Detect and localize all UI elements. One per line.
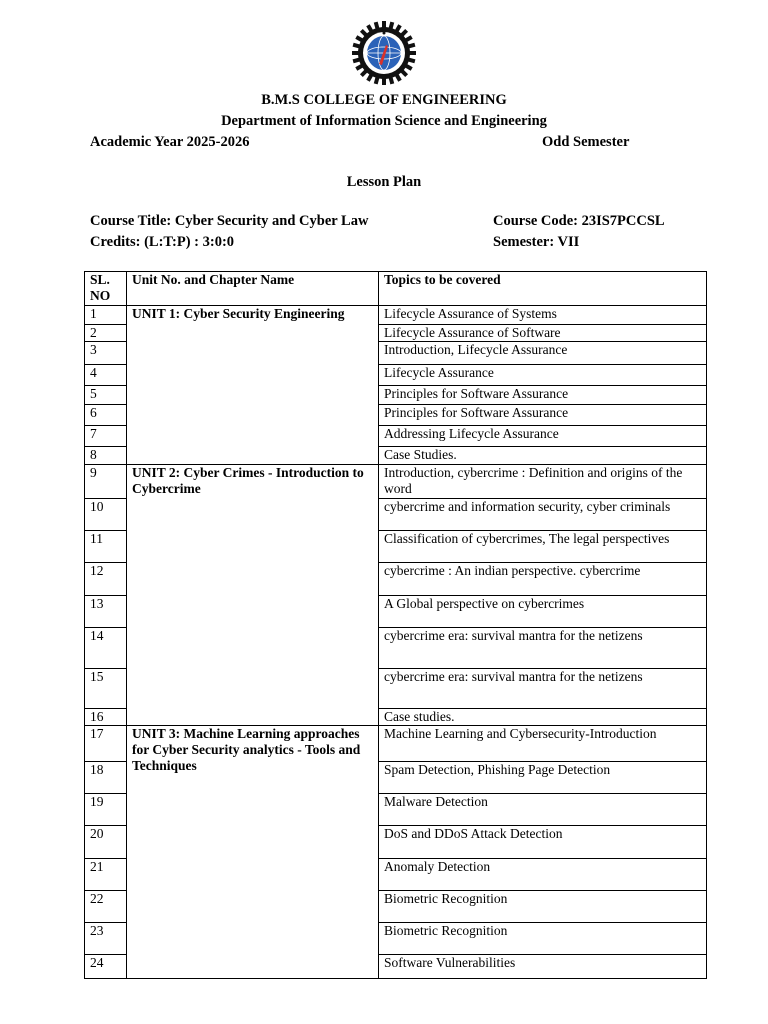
table-row (85, 465, 707, 499)
course-title: Course Title: Cyber Security and Cyber Law (90, 213, 369, 229)
row-sl: 17 (85, 726, 127, 762)
row-sl: 20 (85, 826, 127, 859)
row-sl: 16 (85, 709, 127, 726)
header-sl-no: SL. NO (85, 272, 127, 306)
row-sl: 21 (85, 859, 127, 891)
unit-3-name: UNIT 3: Machine Learning approaches for Cyber Security analytics - Tools and Techniques (127, 726, 379, 979)
row-topic: Introduction, Lifecycle Assurance (379, 342, 707, 365)
row-sl: 9 (85, 465, 127, 499)
row-sl: 19 (85, 794, 127, 826)
row-topic: Classification of cybercrimes, The legal perspectives (379, 531, 707, 563)
row-sl: 7 (85, 426, 127, 447)
document-title: Lesson Plan (346, 174, 422, 190)
row-sl: 11 (85, 531, 127, 563)
unit-2-name: UNIT 2: Cyber Crimes - Introduction to Cybercrime (127, 465, 379, 726)
row-sl: 24 (85, 955, 127, 979)
row-sl: 8 (85, 447, 127, 465)
unit-1-name: UNIT 1: Cyber Security Engineering (127, 306, 379, 465)
row-sl: 22 (85, 891, 127, 923)
row-sl: 3 (85, 342, 127, 365)
row-topic: Anomaly Detection (379, 859, 707, 891)
row-topic: Addressing Lifecycle Assurance (379, 426, 707, 447)
gear-icon (352, 21, 416, 85)
row-topic: Case Studies. (379, 447, 707, 465)
course-code: Course Code: 23IS7PCCSL (493, 213, 665, 229)
course-credits: Credits: (L:T:P) : 3:0:0 (90, 234, 235, 250)
row-sl: 10 (85, 499, 127, 531)
row-sl: 4 (85, 365, 127, 386)
row-sl: 12 (85, 563, 127, 596)
academic-year: Academic Year 2025-2026 (90, 134, 250, 150)
table-header-row (85, 272, 707, 306)
row-topic: Principles for Software Assurance (379, 386, 707, 405)
header-unit: Unit No. and Chapter Name (127, 272, 379, 306)
row-sl: 13 (85, 596, 127, 628)
lesson-plan-table (84, 271, 707, 979)
row-topic: Case studies. (379, 709, 707, 726)
row-topic: Principles for Software Assurance (379, 405, 707, 426)
row-sl: 1 (85, 306, 127, 325)
row-topic: Malware Detection (379, 794, 707, 826)
row-topic: Spam Detection, Phishing Page Detection (379, 762, 707, 794)
row-topic: cybercrime era: survival mantra for the netizens (379, 669, 707, 709)
row-topic: cybercrime and information security, cyber criminals (379, 499, 707, 531)
table-row (85, 726, 707, 762)
row-topic: Lifecycle Assurance of Systems (379, 306, 707, 325)
row-sl: 15 (85, 669, 127, 709)
row-sl: 2 (85, 325, 127, 342)
row-sl: 14 (85, 628, 127, 669)
row-topic: Machine Learning and Cybersecurity-Introduction (379, 726, 707, 762)
course-semester: Semester: VII (493, 234, 580, 250)
row-topic: Lifecycle Assurance (379, 365, 707, 386)
row-sl: 23 (85, 923, 127, 955)
table-row (85, 306, 707, 325)
college-logo (352, 21, 416, 85)
row-sl: 18 (85, 762, 127, 794)
row-topic: cybercrime era: survival mantra for the netizens (379, 628, 707, 669)
department-name: Department of Information Science and Engineering (221, 113, 547, 129)
row-topic: cybercrime : An indian perspective. cybercrime (379, 563, 707, 596)
row-sl: 5 (85, 386, 127, 405)
row-topic: Lifecycle Assurance of Software (379, 325, 707, 342)
row-topic: Biometric Recognition (379, 891, 707, 923)
header-topics: Topics to be covered (379, 272, 707, 306)
row-topic: A Global perspective on cybercrimes (379, 596, 707, 628)
row-topic: DoS and DDoS Attack Detection (379, 826, 707, 859)
semester-type: Odd Semester (542, 134, 630, 150)
row-sl: 6 (85, 405, 127, 426)
college-name: B.M.S COLLEGE OF ENGINEERING (261, 92, 507, 108)
row-topic: Biometric Recognition (379, 923, 707, 955)
row-topic: Introduction, cybercrime : Definition and origins of the word (379, 465, 707, 499)
row-topic: Software Vulnerabilities (379, 955, 707, 979)
